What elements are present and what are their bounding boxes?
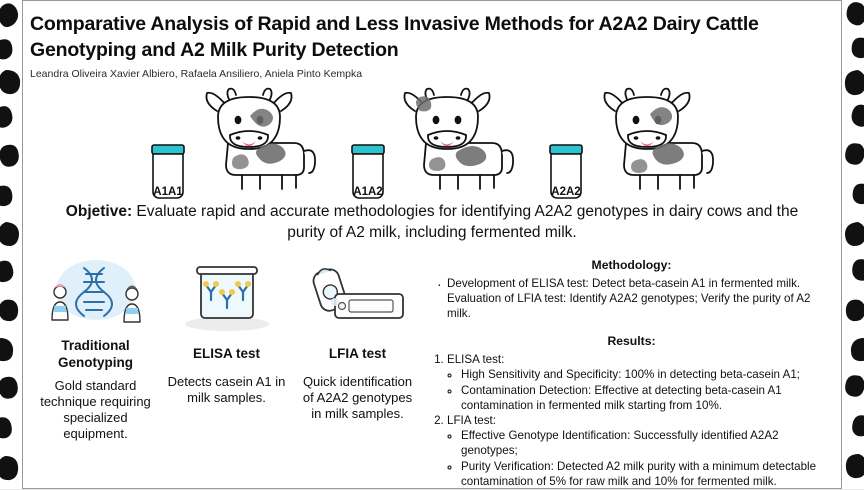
dna-scientists-icon [30,258,161,332]
method-description: Gold standard technique requiring specialized equipment. [40,377,151,442]
page-title: Comparative Analysis of Rapid and Less Invasive Methods for A2A2 Dairy Cattle Genotyping and A2 Milk Purity Detection [30,13,759,61]
method-title: LFIA test [328,346,387,362]
results-group-items [447,429,834,489]
method-title: Traditional Genotyping [58,338,133,370]
cow-illustration-1 [198,81,320,200]
result-item: ◦ High Sensitivity and Specificity: 100% in detecting beta-casein A1; [461,368,834,383]
objective-label: Objetive: [65,203,133,221]
milk-jar-a1a2 [340,139,396,198]
result-item: ◦ Contamination Detection: Effective at detecting beta-casein A1 contamination in fermented milk starting from 10%. [461,384,834,414]
results-list [429,353,834,489]
method-description: Detects casein A1 in milk samples. [167,373,286,405]
beaker-antibody-icon [161,258,292,332]
results-group-items [447,368,834,413]
methodology-list [429,277,834,321]
results-group-label: LFIA test: [447,414,496,428]
cow-illustration-3 [596,81,718,200]
result-item: ◦ Purity Verification: Detected A2 milk purity with a minimum detectable contamination of 5% for raw milk and 10% for fermented milk. [461,460,834,490]
jar-label: A1A1 [153,186,183,199]
milk-jar-a2a2 [538,139,594,198]
results-group-label: ELISA test: [447,353,505,367]
author-list: Leandra Oliveira Xavier Albiero, Rafaela Ansiliero, Aniela Pinto Kempka [30,68,363,81]
poster-content [30,0,834,489]
cow-print-border-right [842,0,864,489]
jar-label: A1A2 [353,186,383,199]
results-group-lfia [447,414,834,489]
lower-section [30,258,834,490]
methodology-heading: Methodology: [591,258,672,273]
milk-jar-a1a1 [140,139,196,198]
cow-illustration-2 [396,81,518,200]
lateral-flow-strip-icon [292,258,423,332]
methodology-item: · Development of ELISA test: Detect beta-casein A1 in fermented milk. Evaluation of LFIA test: Identify A2A2 genotypes; Verify the purity of A2 milk. [437,277,834,321]
method-title: ELISA test [192,346,260,362]
methods-column [30,258,425,490]
results-group-elisa [447,353,834,413]
results-heading: Results: [607,334,656,349]
cow-print-border-left [0,0,22,489]
method-description: Quick identification of A2A2 genotypes in milk samples. [302,373,413,421]
herd-illustration [30,84,834,200]
findings-column [425,258,834,490]
method-card-traditional [30,258,161,490]
result-item: ◦ Effective Genotype Identification: Successfully identified A2A2 genotypes; [461,429,834,459]
objective-text: Evaluate rapid and accurate methodologies for identifying A2A2 genotypes in dairy cows and the purity of A2 milk, including fermented milk. [132,203,799,242]
jar-label: A2A2 [551,186,581,199]
method-card-lfia [292,258,423,490]
method-card-elisa [161,258,292,490]
